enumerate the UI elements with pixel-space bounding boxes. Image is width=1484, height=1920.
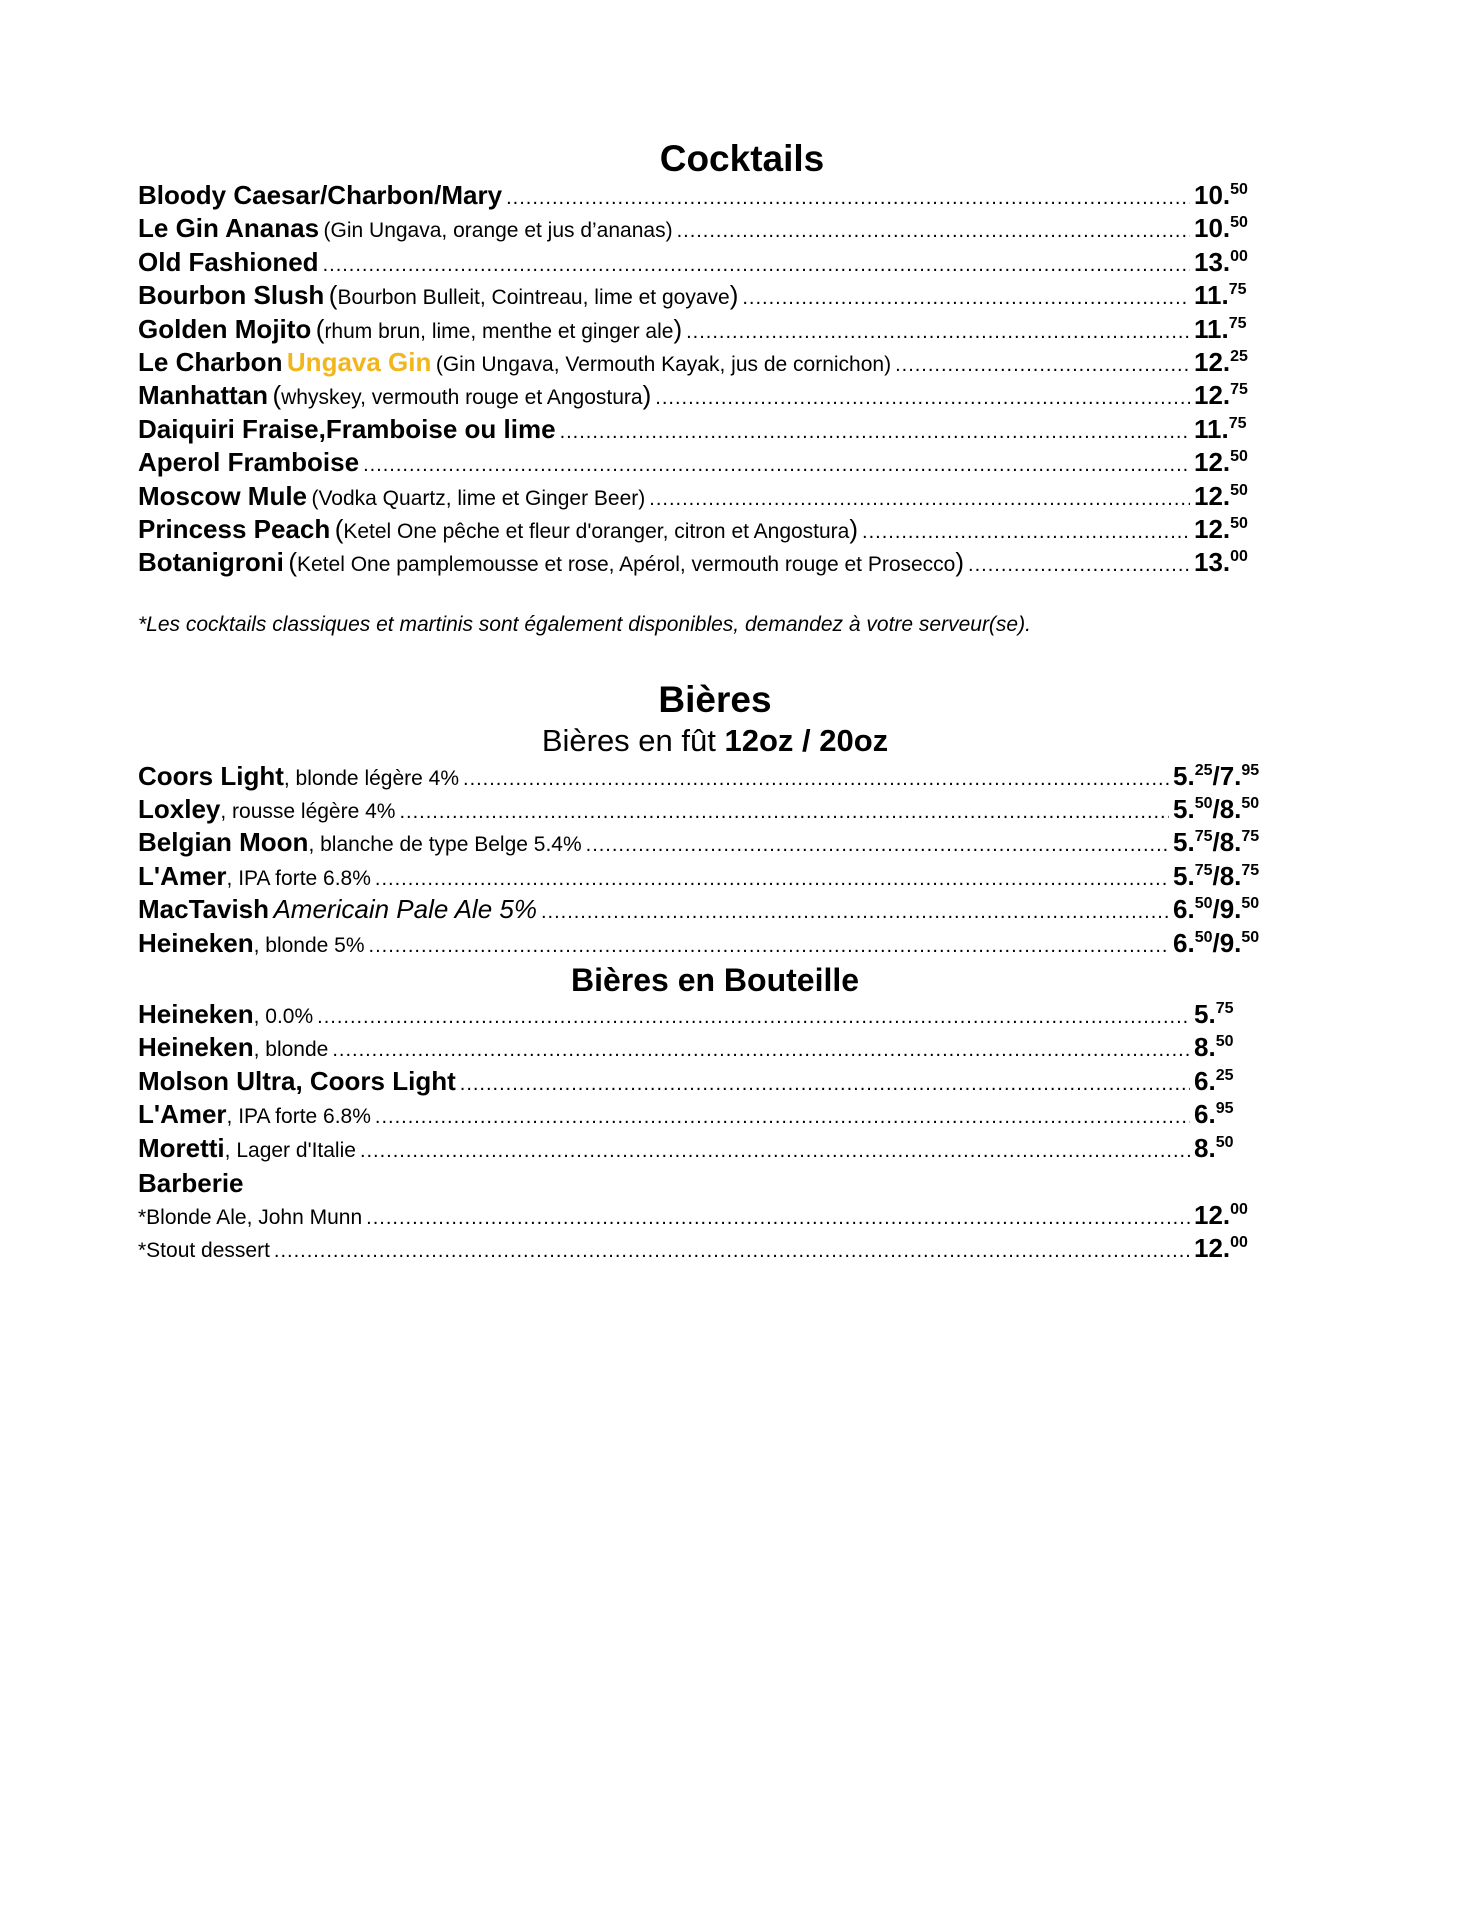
item-name: Moscow Mule: [138, 480, 308, 511]
draft-subtitle: Bières en fût 12oz / 20oz: [541, 722, 889, 758]
dot-leader: [363, 453, 1190, 477]
dot-leader: [375, 867, 1169, 891]
dot-leader: [460, 1072, 1190, 1096]
dot-leader: [369, 934, 1169, 958]
dot-leader: [560, 420, 1190, 444]
item-price: 6.50/9.50: [1173, 894, 1260, 925]
menu-item: Golden Mojito ( rhum brun, lime, menthe et ginger ale ) ..... 11.75: [138, 314, 1278, 347]
menu-item: Bourbon Slush ( Bourbon Bulleit, Cointreau, lime et goyave ) ..... 11.75: [138, 280, 1278, 313]
dot-leader: [399, 800, 1169, 824]
item-price: 12.00: [1194, 1233, 1248, 1264]
item-name: Golden Mojito: [138, 313, 312, 344]
item-name: Botanigroni: [138, 547, 284, 578]
menu-item: [138, 794, 1278, 827]
menu-item: [138, 447, 1278, 480]
menu-item: [138, 928, 1278, 961]
dot-leader: [506, 186, 1190, 210]
cocktails-title: Cocktails: [659, 138, 825, 179]
item-name: Bourbon Slush: [138, 280, 325, 311]
dot-leader: [862, 520, 1190, 544]
item-price: 11.75: [1194, 280, 1247, 311]
item-price: 12.00: [1194, 1199, 1248, 1230]
menu-item: [138, 894, 1278, 927]
item-price: 12.25: [1194, 346, 1248, 377]
menu-item: [138, 1233, 1278, 1266]
item-price: 10.50: [1194, 213, 1248, 244]
item-name: L'Amer: [138, 860, 227, 891]
item-description: Ketel One pamplemousse et rose, Apérol, vermouth rouge et Prosecco: [297, 553, 956, 577]
dot-leader: [463, 767, 1169, 791]
menu-item: Botanigroni ( Ketel One pamplemousse et rose, Apérol, vermouth rouge et Prosecco ) ..... 13.00: [138, 547, 1278, 580]
item-name: Daiquiri Fraise,Framboise ou lime: [138, 413, 556, 444]
item-description: , blonde 5%: [253, 933, 365, 957]
item-name: Old Fashioned: [138, 246, 319, 277]
item-description: Ketel One pêche et fleur d'oranger, citron et Angostura: [343, 519, 850, 543]
dot-leader: [323, 253, 1190, 277]
menu-item: [138, 414, 1278, 447]
menu-item: [138, 999, 1278, 1032]
item-name: Moretti: [138, 1132, 225, 1163]
item-price: 6.25: [1194, 1065, 1234, 1096]
dot-leader: [895, 353, 1190, 377]
menu-item: Princess Peach ( Ketel One pêche et fleur d'oranger, citron et Angostura ) ..... 12.50: [138, 514, 1278, 547]
dot-leader: [742, 286, 1190, 310]
dot-leader: [686, 320, 1190, 344]
item-description: , blonde légère 4%: [283, 766, 460, 790]
item-price: 5.75/8.75: [1173, 827, 1260, 858]
menu-item: [138, 1066, 1278, 1099]
dot-leader: [586, 833, 1169, 857]
item-description: whyskey, vermouth rouge et Angostura: [281, 386, 643, 410]
item-price: 6.95: [1194, 1099, 1234, 1130]
item-description: (Gin Ungava, Vermouth Kayak, jus de cornichon): [435, 352, 892, 376]
item-description: , IPA forte 6.8%: [226, 866, 371, 890]
item-name: Coors Light: [138, 760, 284, 791]
menu-item: Manhattan ( whyskey, vermouth rouge et Angostura ) ..... 12.75: [138, 380, 1278, 413]
menu-item: [138, 247, 1278, 280]
item-name: Aperol Framboise: [138, 447, 360, 478]
item-price: 13.00: [1194, 547, 1248, 578]
item-name: Loxley: [138, 794, 221, 825]
cocktails-note: *Les cocktails classiques et martinis sont également disponibles, demandez à votre serveur(se).: [138, 612, 1031, 636]
dot-leader: [360, 1139, 1190, 1163]
menu-item: [138, 827, 1278, 860]
item-name: Molson Ultra, Coors Light: [138, 1065, 456, 1096]
item-price: 8.50: [1194, 1032, 1234, 1063]
menu-item: [138, 213, 1278, 246]
menu-item: [138, 761, 1278, 794]
item-accent: Ungava Gin: [286, 346, 432, 377]
dot-leader: [677, 219, 1190, 243]
item-price: 12.50: [1194, 480, 1248, 511]
item-description: (Gin Ungava, orange et jus d’ananas): [323, 219, 673, 243]
item-name: Le Charbon: [138, 346, 283, 377]
item-name: *Stout dessert: [138, 1239, 270, 1263]
item-price: 12.75: [1194, 380, 1248, 411]
menu-item: [138, 1200, 1278, 1233]
menu-item: [138, 1133, 1278, 1166]
dot-leader: [274, 1239, 1190, 1263]
bottle-title: Bières en Bouteille: [570, 962, 860, 999]
item-name: Princess Peach: [138, 513, 331, 544]
item-name: Heineken: [138, 999, 254, 1030]
dot-leader: [366, 1206, 1190, 1230]
menu-item: [138, 1099, 1278, 1132]
menu-item: [138, 180, 1278, 213]
bieres-title: Bières: [658, 678, 772, 720]
item-price: 5.50/8.50: [1173, 794, 1260, 825]
item-description: , 0.0%: [253, 1005, 314, 1029]
item-price: 5.75/8.75: [1173, 860, 1260, 891]
item-name: Belgian Moon: [138, 827, 309, 858]
item-description: rhum brun, lime, menthe et ginger ale: [324, 319, 674, 343]
item-description: Americain Pale Ale 5%: [273, 894, 537, 925]
dot-leader: [317, 1005, 1190, 1029]
item-description: (Vodka Quartz, lime et Ginger Beer): [311, 486, 646, 510]
item-price: 8.50: [1194, 1132, 1234, 1163]
drinks-menu: [138, 132, 1278, 1267]
item-name: Heineken: [138, 927, 254, 958]
item-price: 12.50: [1194, 447, 1248, 478]
item-price: 6.50/9.50: [1173, 927, 1260, 958]
item-name: *Blonde Ale, John Munn: [138, 1205, 363, 1229]
item-description: Bourbon Bulleit, Cointreau, lime et goyave: [337, 286, 730, 310]
item-price: 11.75: [1194, 413, 1247, 444]
item-description: , blonde: [253, 1038, 329, 1062]
item-name: Manhattan: [138, 380, 268, 411]
menu-item: [138, 347, 1278, 380]
dot-leader: [375, 1105, 1190, 1129]
menu-item: [138, 481, 1278, 514]
item-name: L'Amer: [138, 1099, 227, 1130]
menu-item: [138, 861, 1278, 894]
item-price: 5.25/7.95: [1173, 760, 1260, 791]
dot-leader: [968, 553, 1190, 577]
item-name: Le Gin Ananas: [138, 213, 320, 244]
barberie-title: Barberie: [138, 1167, 244, 1198]
dot-leader: [332, 1038, 1190, 1062]
item-description: , rousse légère 4%: [220, 800, 396, 824]
item-name: Heineken: [138, 1032, 254, 1063]
item-price: 13.00: [1194, 246, 1248, 277]
item-name: Bloody Caesar/Charbon/Mary: [138, 180, 503, 210]
item-price: 10.50: [1194, 180, 1248, 210]
item-description: , IPA forte 6.8%: [226, 1105, 371, 1129]
item-price: 5.75: [1194, 999, 1234, 1030]
dot-leader: [541, 900, 1169, 924]
item-price: 11.75: [1194, 313, 1247, 344]
menu-item: [138, 1032, 1278, 1065]
item-description: , Lager d'Italie: [224, 1138, 356, 1162]
dot-leader: [649, 487, 1190, 511]
item-price: 12.50: [1194, 513, 1248, 544]
item-description: , blanche de type Belge 5.4%: [308, 833, 582, 857]
item-name: MacTavish: [138, 894, 270, 925]
dot-leader: [655, 386, 1190, 410]
